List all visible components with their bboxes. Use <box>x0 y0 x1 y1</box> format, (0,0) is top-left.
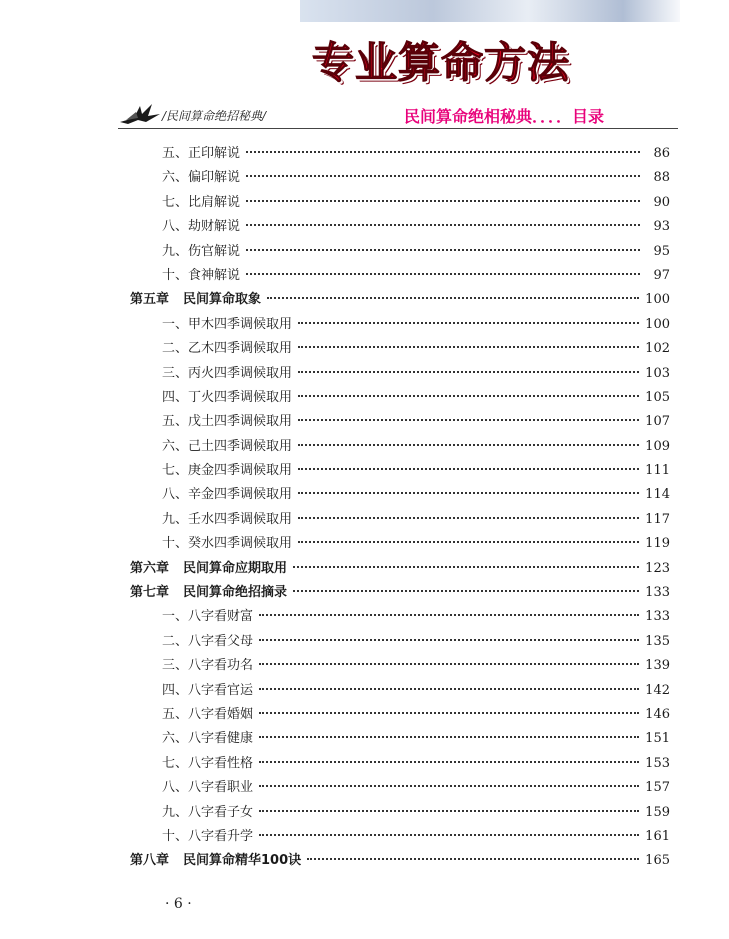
toc-entry-label: 二、乙木四季调候取用 <box>162 341 293 357</box>
toc-page-number: 97 <box>653 267 670 283</box>
chapter-number: 第五章 <box>130 292 170 308</box>
toc-entry-label: 九、壬水四季调候取用 <box>162 511 293 527</box>
dot-leader <box>259 662 639 665</box>
toc-section-entry[interactable] <box>130 825 670 849</box>
toc-page-number: 161 <box>645 828 670 844</box>
chapter-number: 第八章 <box>130 853 170 869</box>
dot-leader <box>246 150 640 153</box>
toc-page-number: 105 <box>645 389 670 405</box>
toc-section-entry[interactable] <box>130 313 670 337</box>
toc-entry-label: 一、八字看财富 <box>162 609 254 625</box>
toc-page-number: 109 <box>645 438 670 454</box>
toc-entry-label: 五、八字看婚姻 <box>162 706 254 722</box>
running-head: /民间算命绝招秘典/ <box>162 109 267 123</box>
toc-page-number: 111 <box>645 463 670 479</box>
dot-leader <box>246 199 640 202</box>
toc-section-entry[interactable] <box>130 703 670 727</box>
toc-section-entry[interactable] <box>130 727 670 751</box>
toc-page-number: 133 <box>645 585 670 601</box>
dot-leader <box>246 174 640 177</box>
toc-section-entry[interactable] <box>130 362 670 386</box>
toc-section-entry[interactable] <box>130 679 670 703</box>
dot-leader <box>298 370 639 373</box>
dot-leader <box>259 784 639 787</box>
brush-ink-logo-icon <box>118 100 162 126</box>
toc-page-number: 123 <box>645 560 670 576</box>
toc-entry-label: 十、食神解说 <box>162 267 241 283</box>
toc-page-number: 157 <box>645 780 670 796</box>
toc-page-number: 159 <box>645 804 670 820</box>
dot-leader <box>259 687 639 690</box>
toc-section-entry[interactable] <box>130 337 670 361</box>
toc-section-entry[interactable] <box>130 801 670 825</box>
toc-entry-label: 十、八字看升学 <box>162 828 254 844</box>
page-number: · 6 · <box>165 896 192 912</box>
dot-leader <box>307 857 639 860</box>
toc-entry-label: 八、八字看职业 <box>162 780 254 796</box>
toc-section-entry[interactable] <box>130 240 670 264</box>
toc-section-entry[interactable] <box>130 435 670 459</box>
toc-entry-label <box>130 581 287 605</box>
toc-entry-label: 十、癸水四季调候取用 <box>162 536 293 552</box>
toc-section-entry[interactable] <box>130 483 670 507</box>
header-divider <box>118 128 678 129</box>
toc-chapter-entry[interactable] <box>130 288 670 312</box>
toc-section-entry[interactable] <box>130 215 670 239</box>
toc-section-entry[interactable] <box>130 142 670 166</box>
toc-entry-label: 一、甲木四季调候取用 <box>162 316 293 332</box>
chapter-title: 民间算命取象 <box>183 292 262 308</box>
dot-leader <box>298 540 639 543</box>
dot-leader <box>259 613 639 616</box>
toc-entry-label: 四、八字看官运 <box>162 682 254 698</box>
section-title: 民间算命绝相秘典．．．．目录 <box>404 107 605 126</box>
toc-section-entry[interactable] <box>130 605 670 629</box>
toc-page-number: 165 <box>645 853 670 869</box>
toc-section-entry[interactable] <box>130 264 670 288</box>
toc-page-number: 100 <box>645 292 670 308</box>
dot-leader <box>259 760 639 763</box>
dot-leader <box>298 394 639 397</box>
toc-page-number: 95 <box>653 243 670 259</box>
toc-entry-label: 八、劫财解说 <box>162 219 241 235</box>
toc-page-number: 153 <box>645 755 670 771</box>
toc-entry-label: 六、己土四季调候取用 <box>162 438 293 454</box>
toc-entry-label: 二、八字看父母 <box>162 633 254 649</box>
toc-section-entry[interactable] <box>130 459 670 483</box>
toc-entry-label: 四、丁火四季调候取用 <box>162 389 293 405</box>
dot-leader <box>298 516 639 519</box>
toc-section-entry[interactable] <box>130 776 670 800</box>
toc-page-number: 102 <box>645 341 670 357</box>
banner-title: 专业算命方法 <box>312 38 571 87</box>
chapter-title: 民间算命绝招摘录 <box>183 585 288 601</box>
dot-leader <box>293 565 639 568</box>
toc-section-entry[interactable] <box>130 654 670 678</box>
dot-leader <box>298 467 639 470</box>
toc-entry-label <box>130 557 287 581</box>
toc-page-number: 117 <box>645 511 670 527</box>
dot-leader <box>259 638 639 641</box>
dot-leader <box>298 443 639 446</box>
toc-section-entry[interactable] <box>130 386 670 410</box>
toc-page-number: 107 <box>645 414 670 430</box>
toc-entry-label: 三、丙火四季调候取用 <box>162 365 293 381</box>
toc-section-entry[interactable] <box>130 191 670 215</box>
toc-page-number: 133 <box>645 609 670 625</box>
toc-entry-label: 七、庚金四季调候取用 <box>162 463 293 479</box>
dot-leader <box>298 321 639 324</box>
dot-leader <box>259 833 639 836</box>
toc-entry-label: 八、辛金四季调候取用 <box>162 487 293 503</box>
toc-page-number: 142 <box>645 682 670 698</box>
toc-section-entry[interactable] <box>130 532 670 556</box>
toc-section-entry[interactable] <box>130 752 670 776</box>
toc-entry-label <box>130 849 301 873</box>
dot-leader <box>246 272 640 275</box>
toc-entry-label: 五、戊土四季调候取用 <box>162 414 293 430</box>
toc-entry-label: 九、八字看子女 <box>162 804 254 820</box>
chapter-title: 民间算命精华100诀 <box>183 853 302 869</box>
toc-section-entry[interactable] <box>130 630 670 654</box>
toc-page-number: 151 <box>645 731 670 747</box>
toc-page-number: 114 <box>645 487 670 503</box>
dot-leader <box>293 589 639 592</box>
toc-page-number: 86 <box>653 146 670 161</box>
dot-leader <box>246 223 640 226</box>
toc-section-entry[interactable] <box>130 410 670 434</box>
chapter-title: 民间算命应期取用 <box>183 560 288 576</box>
chapter-number: 第六章 <box>130 560 170 576</box>
toc-page-number: 119 <box>645 536 670 552</box>
toc-entry-label: 六、偏印解说 <box>162 170 241 186</box>
toc-entry-label: 三、八字看功名 <box>162 658 254 674</box>
chapter-number: 第七章 <box>130 585 170 601</box>
toc-entry-label: 五、正印解说 <box>162 146 241 161</box>
toc-chapter-entry[interactable] <box>130 849 670 873</box>
page-header <box>118 104 678 128</box>
toc-page-number: 135 <box>645 633 670 649</box>
toc-entry-label: 九、伤官解说 <box>162 243 241 259</box>
toc-entry-label: 七、比肩解说 <box>162 194 241 210</box>
dot-leader <box>259 809 639 812</box>
dot-leader <box>246 248 640 251</box>
toc-section-entry[interactable] <box>130 166 670 190</box>
toc-page-number: 103 <box>645 365 670 381</box>
dot-leader <box>259 711 639 714</box>
toc-entry-label: 六、八字看健康 <box>162 731 254 747</box>
dot-leader <box>298 345 639 348</box>
dot-leader <box>267 296 639 299</box>
toc-chapter-entry[interactable] <box>130 581 670 605</box>
toc-page-number: 139 <box>645 658 670 674</box>
toc-page-number: 146 <box>645 706 670 722</box>
toc-entry-label <box>130 288 261 312</box>
toc-page-number: 100 <box>645 316 670 332</box>
dot-leader <box>259 735 639 738</box>
toc-page-number: 90 <box>653 194 670 210</box>
banner-decoration <box>300 0 680 22</box>
toc-entry-label: 七、八字看性格 <box>162 755 254 771</box>
dot-leader <box>298 418 639 421</box>
toc-page-number: 88 <box>653 170 670 186</box>
table-of-contents <box>130 142 670 874</box>
toc-page-number: 93 <box>653 219 670 235</box>
toc-section-entry[interactable] <box>130 508 670 532</box>
dot-leader <box>298 491 639 494</box>
toc-chapter-entry[interactable] <box>130 557 670 581</box>
